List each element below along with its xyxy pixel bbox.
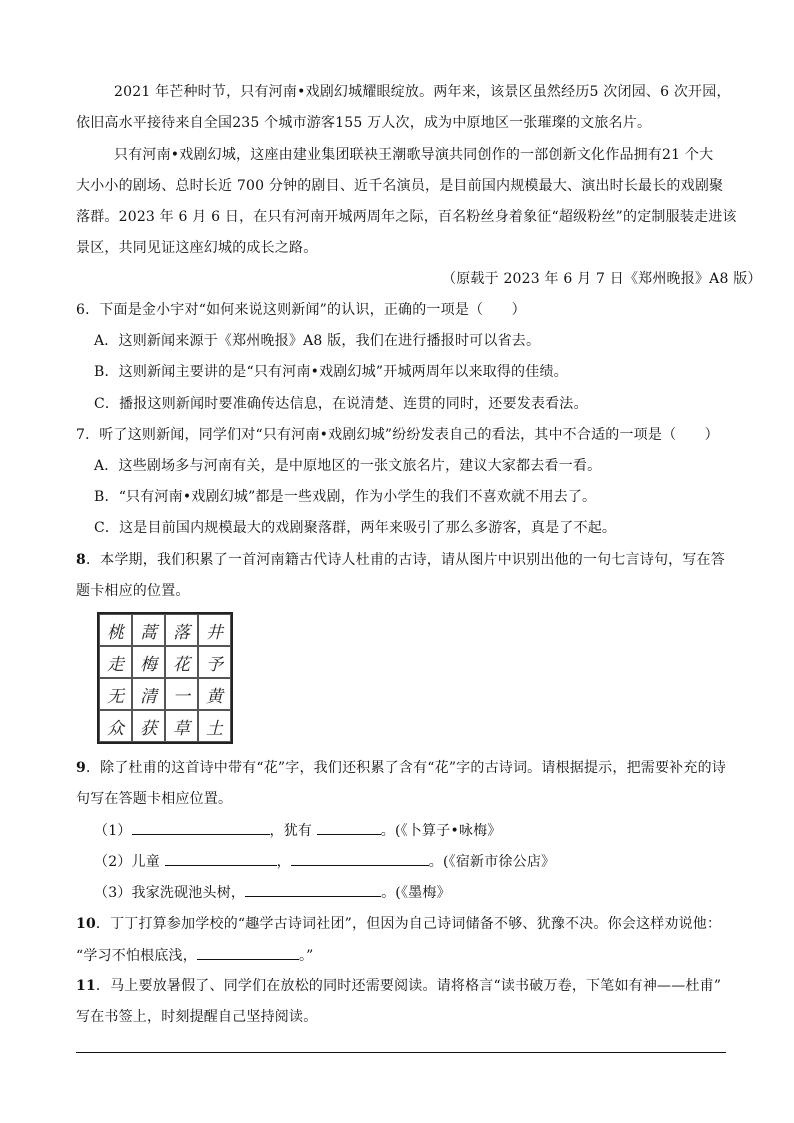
answer-blank[interactable] <box>132 820 270 835</box>
answer-line[interactable] <box>76 1052 726 1053</box>
grid-char: 井 <box>198 614 231 646</box>
grid-char: 桃 <box>99 614 132 646</box>
q9-sub1: （1） ，犹有 。(《卜算子•咏梅》 <box>94 820 502 841</box>
q11-line1: 11．马上要放暑假了、同学们在放松的同时还需要阅读。请将格言“读书破万卷，下笔如有神——杜甫” <box>76 978 722 994</box>
grid-char: 草 <box>165 710 198 742</box>
q8-line2: 题卡相应的位置。 <box>76 583 190 599</box>
article-p1-line1: 2021 年芒种时节，只有河南•戏剧幻城耀眼绽放。两年来，该景区虽然经历5 次闭园、6 次开园， <box>114 84 731 100</box>
q7-option-c: C．这是目前国内规模最大的戏剧聚落群，两年来吸引了那么多游客，真是了不起。 <box>94 520 617 536</box>
grid-char: 一 <box>165 678 198 710</box>
article-p2-line1: 只有河南•戏剧幻城，这座由建业集团联袂王潮歌导演共同创作的一部创新文化作品拥有21 个大 <box>114 147 714 163</box>
answer-blank[interactable] <box>165 851 277 866</box>
grid-char: 无 <box>99 678 132 710</box>
q9-line1: 9．除了杜甫的这首诗中带有“花”字，我们还积累了含有“花”字的古诗词。请根据提示，把需要补充的诗 <box>76 760 726 776</box>
grid-char: 花 <box>165 646 198 678</box>
grid-char: 土 <box>198 710 231 742</box>
q7-option-a: A．这些剧场多与河南有关，是中原地区的一张文旅名片，建议大家都去看一看。 <box>94 458 602 474</box>
article-p2-line2: 大小小的剧场、总时长近 700 分钟的剧目、近千名演员，是目前国内规模最大、演出时长最长的戏剧聚 <box>76 178 724 194</box>
q10-line2: “学习不怕根底浅， 。” <box>76 945 314 966</box>
grid-char: 众 <box>99 710 132 742</box>
grid-char: 获 <box>132 710 165 742</box>
q7-stem: 7．听了这则新闻，同学们对“只有河南•戏剧幻城”纷纷发表自己的看法，其中不合适的一项是（ ） <box>76 427 719 443</box>
grid-char: 落 <box>165 614 198 646</box>
q6-option-c: C．播报这则新闻时要准确传达信息，在说清楚、连贯的同时，还要发表看法。 <box>94 396 588 412</box>
answer-blank[interactable] <box>245 882 381 897</box>
answer-blank[interactable] <box>317 820 381 835</box>
article-source: （原载于 2023 年 6 月 7 日《郑州晚报》A8 版） <box>442 271 762 287</box>
grid-char: 清 <box>132 678 165 710</box>
answer-blank[interactable] <box>291 851 429 866</box>
q6-option-a: A．这则新闻来源于《郑州晚报》A8 版，我们在进行播报时可以省去。 <box>94 333 541 349</box>
grid-char: 予 <box>198 646 231 678</box>
q9-number: 9 <box>76 760 86 776</box>
q8-line1: 8．本学期，我们积累了一首河南籍古代诗人杜甫的古诗，请从图片中识别出他的一句七言诗句，写在答 <box>76 552 725 568</box>
q10-number: 10 <box>76 916 96 932</box>
q10-line1: 10．丁丁打算参加学校的“趣学古诗词社团”，但因为自己诗词储备不够、犹豫不决。你会这样劝说他： <box>76 916 722 932</box>
q9-sub3: （3）我家洗砚池头树， 。(《墨梅》 <box>94 882 451 903</box>
article-p2-line4: 景区，共同见证这座幻城的成长之路。 <box>76 240 318 256</box>
article-p1-line2: 依旧高水平接待来自全国235 个城市游客155 万人次，成为中原地区一张璀璨的文旅名片。 <box>76 115 652 131</box>
character-grid-image <box>97 612 233 744</box>
answer-blank[interactable] <box>197 945 299 960</box>
q9-sub2: （2）儿童 ， 。(《宿新市徐公店》 <box>94 851 555 872</box>
q11-line2: 写在书签上，时刻提醒自己坚持阅读。 <box>76 1009 318 1025</box>
article-p2-line3: 落群。2023 年 6 月 6 日，在只有河南开城两周年之际，百名粉丝身着象征“超级粉丝”的定制服装走进该 <box>76 209 737 225</box>
grid-char: 黄 <box>198 678 231 710</box>
q8-number: 8 <box>76 552 86 568</box>
q9-line2: 句写在答题卡相应位置。 <box>76 791 233 807</box>
grid-char: 走 <box>99 646 132 678</box>
q6-stem: 6．下面是金小宇对“如何来说这则新闻”的认识，正确的一项是（ ） <box>76 302 526 318</box>
grid-char: 蒿 <box>132 614 165 646</box>
q7-option-b: B．“只有河南•戏剧幻城”都是一些戏剧，作为小学生的我们不喜欢就不用去了。 <box>94 489 597 505</box>
q6-option-b: B．这则新闻主要讲的是“只有河南•戏剧幻城”开城两周年以来取得的佳绩。 <box>94 364 568 380</box>
q11-number: 11 <box>76 978 96 994</box>
grid-char: 梅 <box>132 646 165 678</box>
